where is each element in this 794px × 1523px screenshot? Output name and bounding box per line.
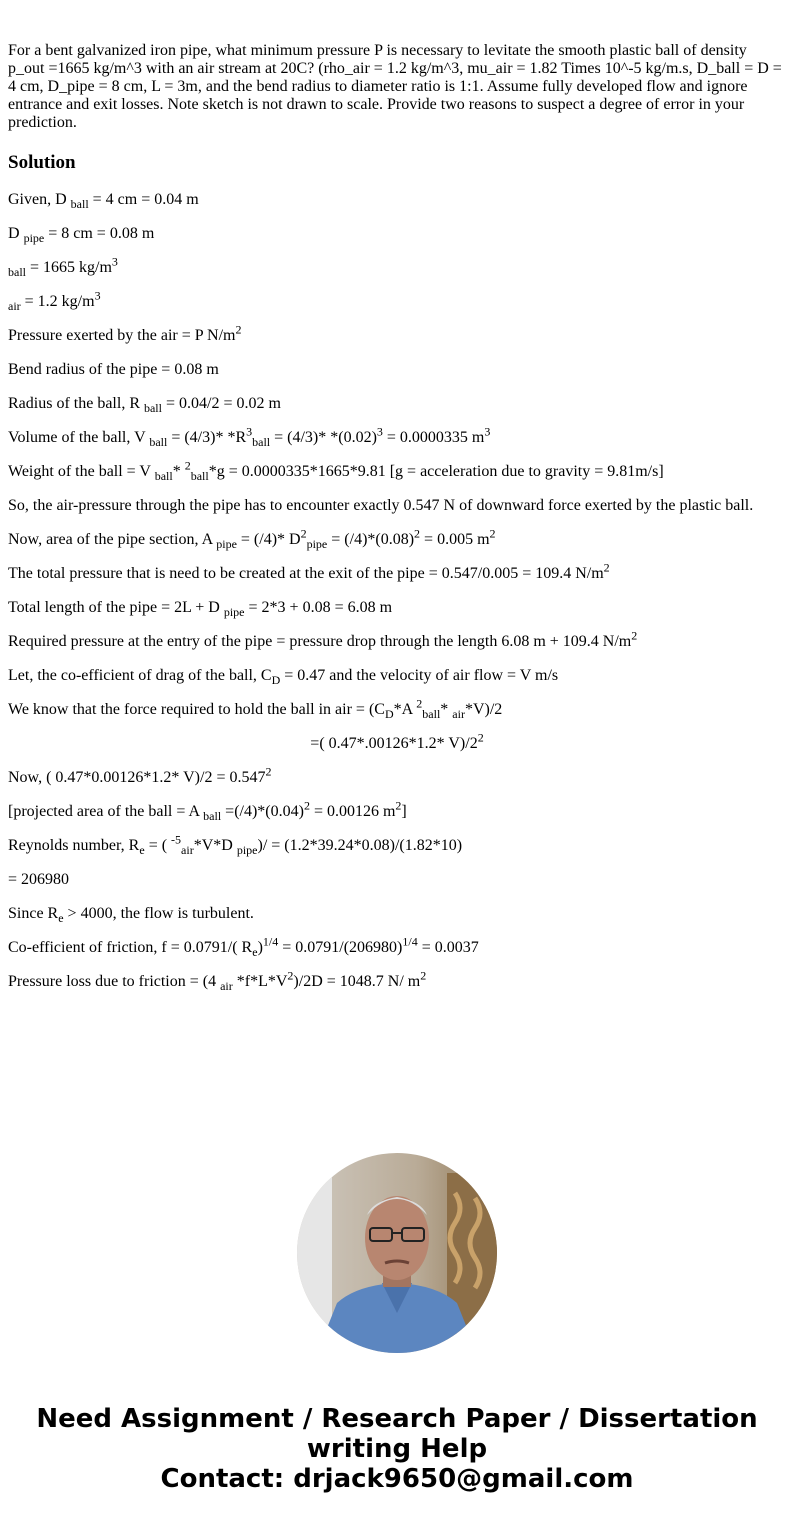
solution-line <box>8 934 786 960</box>
superscript: 2 <box>265 764 272 779</box>
solution-line <box>8 497 786 515</box>
superscript: 2 <box>631 628 638 643</box>
superscript: 2 <box>477 730 484 745</box>
line-text: The total pressure that is need to be created at the exit of the pipe = 0.547/0.005 = 109.4 N/m <box>8 565 604 582</box>
subscript: ball <box>190 469 209 484</box>
line-text: = 0.0037 <box>417 939 479 956</box>
line-text: = 0.0791/(206980) <box>278 939 403 956</box>
superscript: 3 <box>484 424 491 439</box>
line-text: [projected area of the ball = A <box>8 803 204 820</box>
solution-line <box>8 191 786 212</box>
author-avatar <box>297 1153 497 1353</box>
line-text: * <box>172 463 185 480</box>
solution-line <box>8 667 786 688</box>
solution-line <box>8 628 786 651</box>
superscript: 3 <box>94 288 101 303</box>
line-text: )/2D = 1048.7 N/ m <box>293 973 421 990</box>
line-text: = (/4)*(0.08) <box>327 531 415 548</box>
subscript: ball <box>154 469 173 484</box>
line-text: = 1665 kg/m <box>26 259 112 276</box>
line-text: *V <box>464 701 485 718</box>
line-text: Total length of the pipe = 2L + D <box>8 599 224 616</box>
solution-line <box>8 560 786 583</box>
line-text: Radius of the ball, R <box>8 395 144 412</box>
subscript: D <box>271 673 281 688</box>
subscript: e <box>58 911 64 926</box>
line-text: )/2 = 0.547 <box>194 769 266 786</box>
line-text: Pressure exerted by the air = P N/m <box>8 327 236 344</box>
subscript: ball <box>252 435 271 450</box>
subscript: pipe <box>223 605 245 620</box>
line-text: ) <box>456 837 463 854</box>
solution-line <box>8 225 786 246</box>
superscript: 2 <box>489 526 496 541</box>
solution-line <box>8 871 786 889</box>
line-text: ) <box>257 939 263 956</box>
line-text: D <box>8 225 24 242</box>
line-text: Bend radius of the pipe = 0.08 m <box>8 361 219 378</box>
line-text: *f*L*V <box>232 973 288 990</box>
solution-line <box>8 730 786 753</box>
subscript: ball <box>143 401 162 416</box>
line-text: = 206980 <box>8 871 70 888</box>
subscript: D <box>384 707 394 722</box>
superscript: 2 <box>395 798 402 813</box>
subscript: ball <box>149 435 168 450</box>
solution-lines <box>8 191 786 994</box>
subscript: pipe <box>216 537 237 552</box>
line-text: Let, the co-efficient of drag of the ball, C <box>8 667 272 684</box>
subscript: e <box>252 945 258 960</box>
line-text: )/2 <box>484 701 503 718</box>
line-text: Pressure loss due to friction = (4 <box>8 973 221 990</box>
solution-line <box>8 254 786 280</box>
line-text: =(/4)*(0.04) <box>221 803 304 820</box>
superscript: 2 <box>303 798 310 813</box>
line-text: * <box>440 701 453 718</box>
subscript: air <box>452 707 465 722</box>
solution-line <box>8 395 786 416</box>
subscript: e <box>139 843 145 858</box>
line-text: = 0.47 and the velocity of air flow = V m/s <box>280 667 559 684</box>
line-text: = (4/3)* *(0.02) <box>270 429 377 446</box>
solution-line <box>8 599 786 620</box>
line-text: = 4 cm = 0.04 m <box>88 191 199 208</box>
solution-line <box>8 361 786 379</box>
solution-line <box>8 832 786 858</box>
line-text: Weight of the ball = V <box>8 463 155 480</box>
line-text: = 0.0000335 m <box>382 429 485 446</box>
subscript: air <box>8 299 21 314</box>
line-text: Co-efficient of friction, f = 0.0791/( R <box>8 939 253 956</box>
line-text: = 0.04/2 = 0.02 m <box>161 395 281 412</box>
banner-line-1: Need Assignment / Research Paper / Dissertation <box>36 1404 758 1434</box>
contact-banner <box>0 1404 794 1494</box>
superscript: 3 <box>111 254 118 269</box>
line-text: )/ = (1.2*39.24*0.08)/(1.82*10 <box>257 837 457 854</box>
line-text: Since R <box>8 905 59 922</box>
solution-line <box>8 424 786 450</box>
line-text: Given, D <box>8 191 71 208</box>
solution-line <box>8 288 786 314</box>
superscript: 1/4 <box>402 934 418 949</box>
superscript: 2 <box>414 526 421 541</box>
subscript: pipe <box>23 231 45 246</box>
superscript: 2 <box>416 696 423 711</box>
line-text: = (/4)* D <box>236 531 301 548</box>
subscript: ball <box>70 197 89 212</box>
line-text: So, the air-pressure through the pipe has to encounter exactly 0.547 N of downward force exerted by the plastic ball. <box>8 497 754 514</box>
line-text: = (4/3)* *R <box>167 429 247 446</box>
line-text: Now, ( 0.47*0.00126*1.2* V <box>8 769 195 786</box>
person-portrait-icon <box>297 1153 497 1353</box>
line-text: )/2 <box>459 735 478 752</box>
solution-line <box>8 798 786 824</box>
document-body <box>8 42 786 994</box>
line-text: = ( <box>144 837 172 854</box>
subscript: pipe <box>306 537 328 552</box>
superscript: 1/4 <box>262 934 279 949</box>
line-text: ] <box>401 803 407 820</box>
line-text: *A <box>393 701 417 718</box>
superscript: 2 <box>235 322 242 337</box>
line-text: Required pressure at the entry of the pipe = pressure drop through the length 6.08 m + 109.4 N/m <box>8 633 632 650</box>
superscript: -5 <box>171 832 182 847</box>
superscript: 2 <box>420 968 427 983</box>
line-text: Reynolds number, R <box>8 837 140 854</box>
line-text: ] <box>658 463 664 480</box>
solution-line <box>8 322 786 345</box>
line-text: = 0.00126 m <box>309 803 396 820</box>
subscript: ball <box>203 809 222 824</box>
solution-heading: Solution <box>8 152 76 173</box>
line-text: *g = 0.0000335*1665*9.81 [g = acceleration due to gravity = 9.81m/s <box>208 463 659 480</box>
solution-line <box>8 526 786 552</box>
superscript: 2 <box>603 560 610 575</box>
line-text: = 8 cm = 0.08 m <box>44 225 155 242</box>
line-text: = 2*3 + 0.08 = 6.08 m <box>244 599 393 616</box>
solution-line <box>8 458 786 484</box>
subscript: air <box>220 979 233 994</box>
line-text: > 4000, the flow is turbulent. <box>63 905 254 922</box>
subscript: air <box>181 843 194 858</box>
line-text: Volume of the ball, V <box>8 429 150 446</box>
solution-line <box>8 905 786 926</box>
line-text: = 0.005 m <box>420 531 490 548</box>
line-text: Now, area of the pipe section, A <box>8 531 217 548</box>
question-text: For a bent galvanized iron pipe, what minimum pressure P is necessary to levitate the smooth plastic ball of density p_out =1665 kg/m^3 with an air stream at 20C? (rho_air = 1.2 kg/m^3, mu_air = 1.82 Times 10^-5 kg/m.s, D_ball = D = 4 cm, D_pipe = 8 cm, L = 3m, and the bend radius to diameter ratio is 1:1. Assume fully developed flow and ignore entrance and exit losses. Note sketch is not drawn to scale. Provide two reasons to suspect a degree of error in your prediction. <box>8 42 782 131</box>
banner-line-2: writing Help <box>306 1434 488 1464</box>
line-text: =( 0.47*.00126*1.2* V <box>310 735 460 752</box>
superscript: 2 <box>287 968 294 983</box>
superscript: 2 <box>184 458 191 473</box>
banner-contact-line: Contact: drjack9650@gmail.com <box>160 1464 634 1494</box>
superscript: 3 <box>376 424 383 439</box>
superscript: 2 <box>300 526 307 541</box>
solution-line <box>8 764 786 787</box>
subscript: pipe <box>236 843 258 858</box>
solution-line <box>8 968 786 994</box>
line-text: We know that the force required to hold the ball in air = (C <box>8 701 385 718</box>
subscript: ball <box>8 265 26 280</box>
superscript: 3 <box>246 424 253 439</box>
solution-line <box>8 696 786 722</box>
line-text: *V*D <box>193 837 237 854</box>
line-text: = 1.2 kg/m <box>20 293 95 310</box>
subscript: ball <box>422 707 441 722</box>
